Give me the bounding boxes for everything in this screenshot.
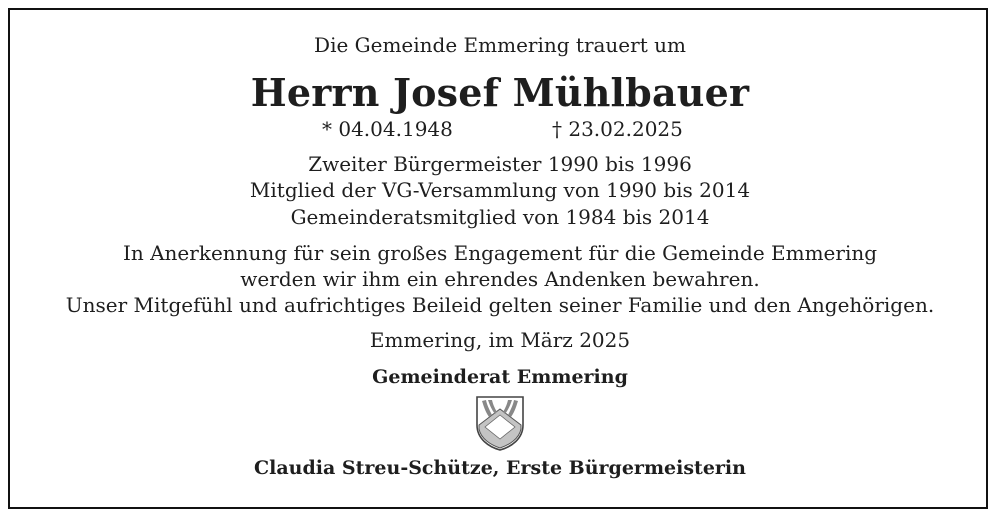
intro-text: Die Gemeinde Emmering trauert um (314, 33, 686, 57)
coat-of-arms-icon (475, 395, 525, 451)
role-line: Mitglied der VG-Versammlung von 1990 bis 2014 (249, 178, 751, 202)
signer-name: Claudia Streu-Schütze, Erste Bürgermeisterin (254, 457, 746, 479)
birth-date: * 04.04.1948 (322, 117, 453, 141)
message-line: werden wir ihm ein ehrendes Andenken bewahren. (240, 267, 760, 291)
role-line: Zweiter Bürgermeister 1990 bis 1996 (308, 152, 692, 176)
council-name: Gemeinderat Emmering (372, 366, 628, 388)
message-line: In Anerkennung für sein großes Engagement für die Gemeinde Emmering (122, 241, 878, 265)
place-date: Emmering, im März 2025 (369, 328, 631, 352)
death-date: † 23.02.2025 (552, 117, 683, 141)
message-line: Unser Mitgefühl und aufrichtiges Beileid gelten seiner Familie und den Angehörigen. (65, 293, 935, 317)
role-line: Gemeinderatsmitglied von 1984 bis 2014 (290, 205, 710, 229)
deceased-name: Herrn Josef Mühlbauer (250, 70, 750, 115)
